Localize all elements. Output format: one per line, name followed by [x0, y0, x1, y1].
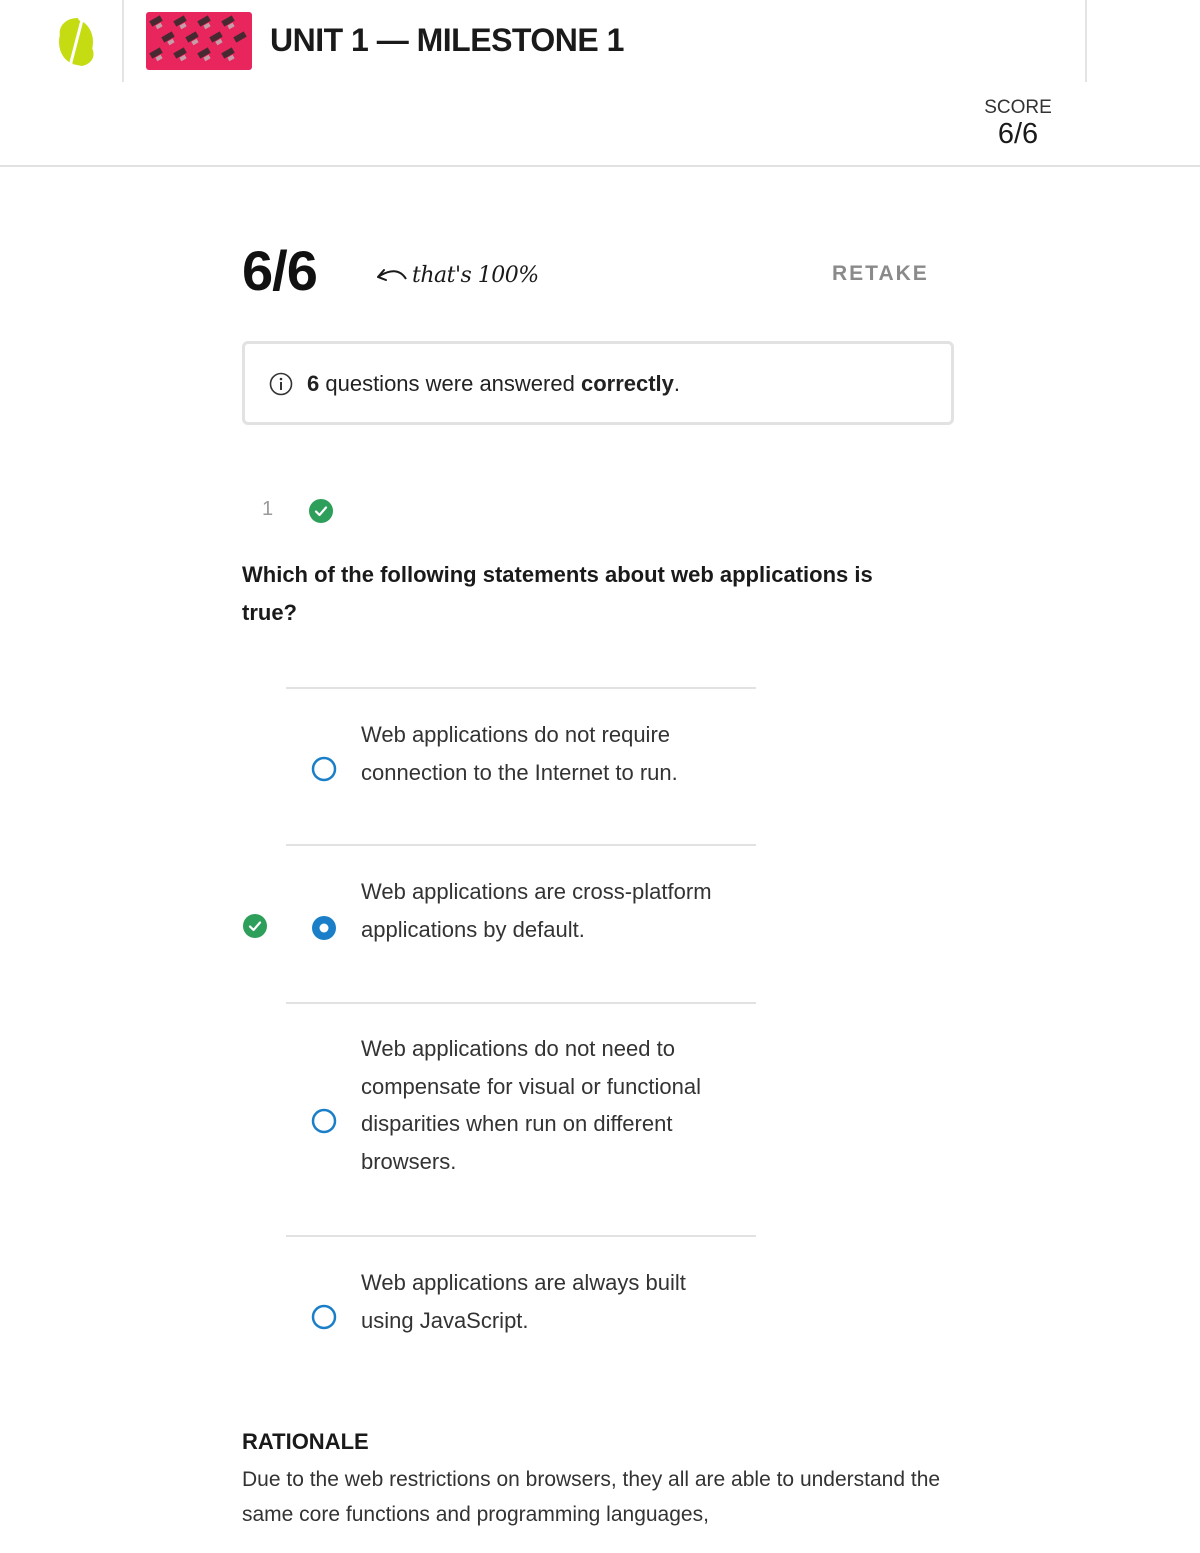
rationale-title: RATIONALE: [242, 1429, 369, 1454]
results-info-text: 6 questions were answered correctly.: [307, 371, 681, 396]
retake-button[interactable]: RETAKE: [832, 262, 929, 285]
answer-option-text: Web applications are always built using JavaScript.: [361, 1270, 686, 1333]
page-header: [0, 0, 1200, 167]
header-divider: [122, 0, 124, 82]
info-circle-icon: [269, 372, 293, 396]
results-info-box: [242, 341, 954, 425]
handnote-text: that's 100%: [412, 263, 539, 288]
curved-arrow-left-icon: [372, 265, 408, 287]
score-label: SCORE: [984, 97, 1052, 118]
question-number: 1: [262, 498, 274, 520]
correct-status: correctly: [580, 371, 674, 396]
sophia-logo-icon[interactable]: [52, 14, 100, 70]
radio-unselected-icon[interactable]: [311, 1304, 337, 1330]
header-right-divider: [1085, 0, 1087, 82]
radio-selected-icon[interactable]: [311, 915, 337, 941]
rationale-text: Due to the web restrictions on browsers, they all are able to understand the same core functions and programming languages,: [242, 1468, 941, 1526]
question-text: Which of the following statements about web applications is true?: [242, 562, 873, 625]
answer-option-text: Web applications do not require connection to the Internet to run.: [361, 722, 678, 785]
answer-option[interactable]: [286, 687, 756, 846]
radio-unselected-icon[interactable]: [311, 1108, 337, 1134]
radio-unselected-icon[interactable]: [311, 756, 337, 782]
answer-option[interactable]: [286, 1235, 756, 1377]
correct-count: 6: [307, 371, 320, 396]
answer-option-selected[interactable]: [286, 844, 756, 1004]
score-value: 6/6: [997, 118, 1039, 150]
unit-thumbnail-image: [146, 12, 252, 70]
handwritten-note: [372, 263, 539, 288]
check-circle-icon: [308, 498, 334, 524]
check-circle-icon: [242, 913, 268, 939]
result-score: 6/6: [242, 239, 317, 302]
answer-option[interactable]: [286, 1002, 756, 1237]
unit-title: UNIT 1 — MILESTONE 1: [270, 22, 624, 58]
answer-option-text: Web applications are cross-platform applications by default.: [361, 879, 712, 942]
answer-option-text: Web applications do not need to compensate for visual or functional disparities when run on different browsers.: [361, 1036, 701, 1174]
